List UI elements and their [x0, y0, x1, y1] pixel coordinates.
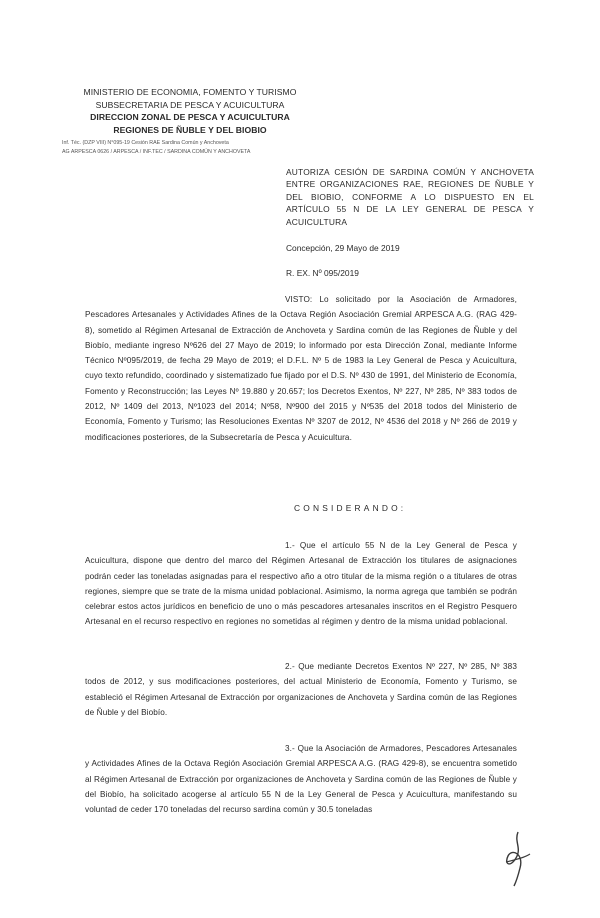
regiones-line: REGIONES DE ÑUBLE Y DEL BIOBIO — [113, 124, 267, 135]
resolution-number: R. EX. Nº 095/2019 — [286, 268, 359, 278]
considerando-paragraph-1 — [85, 538, 517, 630]
visto-label: VISTO: — [285, 295, 313, 304]
ministry-line: MINISTERIO DE ECONOMIA, FOMENTO Y TURISMO — [83, 87, 297, 97]
reference-line-2: AG ARPESCA 0626 / ARPESCA / INF.TEC / SARDINA COMÚN Y ANCHOVETA — [62, 148, 251, 155]
considerando-text-3: 3.- Que la Asociación de Armadores, Pescadores Artesanales y Actividades Afines de la Octava Región Asociación Gremial ARPESCA A.G. (RAG 429-8), se encuentra sometido al Régimen Artesanal de Extracción por organizaciones de Anchoveta y Sardina común de las Regiones de Ñuble y del Biobío, ha solicitado acogerse al artículo 55 N de la Ley General de Pesca y Acuicultura, manifestando su voluntad de ceder 170 toneladas del recurso sardina común y 30.5 toneladas — [85, 744, 517, 815]
subsecretaria-line: SUBSECRETARIA DE PESCA Y ACUICULTURA — [95, 99, 285, 110]
considerando-text-1: 1.- Que el artículo 55 N de la Ley General de Pesca y Acuicultura, dispone que dentro del marco del Régimen Artesanal de Extracción los titulares de asignaciones podrán ceder las toneladas asignadas para el respectivo año a otro titular de la misma región o a titulares de otras regiones, siempre que se trate de la misma unidad poblacional. Asimismo, la norma agrega que también se podrán celebrar estos actos jurídicos en beneficio de uno o más pescadores artesanales inscritos en el Registro Pesquero Artesanal en el recurso respectivo en regiones no sometidas al régimen y dentro de la misma unidad poblacional. — [85, 541, 517, 627]
considerando-paragraph-3 — [85, 741, 517, 817]
resolution-subject: AUTORIZA CESIÓN DE SARDINA COMÚN Y ANCHOVETA ENTRE ORGANIZACIONES RAE, REGIONES DE ÑUBLE Y DEL BIOBIO, CONFORME A LO DISPUESTO EN EL ARTÍCULO 55 N DE LA LEY GENERAL DE PESCA Y ACUICULTURA — [286, 167, 534, 227]
letterhead — [60, 86, 320, 136]
visto-paragraph — [85, 292, 517, 445]
direccion-line: DIRECCION ZONAL DE PESCA Y ACUICULTURA — [90, 112, 290, 122]
visto-text: Lo solicitado por la Asociación de Armadores, Pescadores Artesanales y Actividades Afines de la Octava Región Asociación Gremial ARPESCA A.G. (RAG 429-8), sometido al Régimen Artesanal de Extracción de Anchoveta y Sardina común de las Regiones de Ñuble y del Biobío, mediante ingreso Nº626 del 27 Mayo de 2019; lo informado por esta Dirección Zonal, mediante Informe Técnico Nº095/2019, de fecha 29 Mayo de 2019; el D.F.L. Nº 5 de 1983 la Ley General de Pesca y Acuicultura, cuyo texto refundido, coordinado y sistematizado fue fijado por el D.S. Nº 430 de 1991, del Ministerio de Economía, Fomento y Reconstrucción; las Leyes Nº 19.880 y 20.657; los Decretos Exentos, Nº 227, Nº 285, Nº 383 todos de 2012, Nº 1409 del 2013, Nº1023 del 2014; Nº58, Nº900 del 2015 y Nº535 del 2018 todos del Ministerio de Economía, Fomento y Turismo; las Resoluciones Exentas Nº 3207 de 2012, Nº 4536 del 2018 y Nº 266 de 2019 y modificaciones posteriores, de la Subsecretaría de Pesca y Acuicultura. — [85, 295, 518, 442]
reference-line-1: Inf. Téc. (DZP VIII) N°095-19 Cesión RAE Sardina Común y Anchoveta — [62, 140, 229, 146]
handwritten-signature — [496, 828, 536, 888]
place-date: Concepción, 29 Mayo de 2019 — [286, 243, 400, 253]
considerando-heading: CONSIDERANDO: — [294, 503, 407, 513]
considerando-paragraph-2 — [85, 659, 517, 720]
considerando-text-2: 2.- Que mediante Decretos Exentos Nº 227, Nº 285, Nº 383 todos de 2012, y sus modificaciones posteriores, del actual Ministerio de Economía, Fomento y Turismo, se estableció el Régimen Artesanal de Extracción por organizaciones de Anchoveta y Sardina común de las Regiones de Ñuble y del Biobío. — [85, 662, 517, 717]
reference-block — [62, 139, 362, 156]
